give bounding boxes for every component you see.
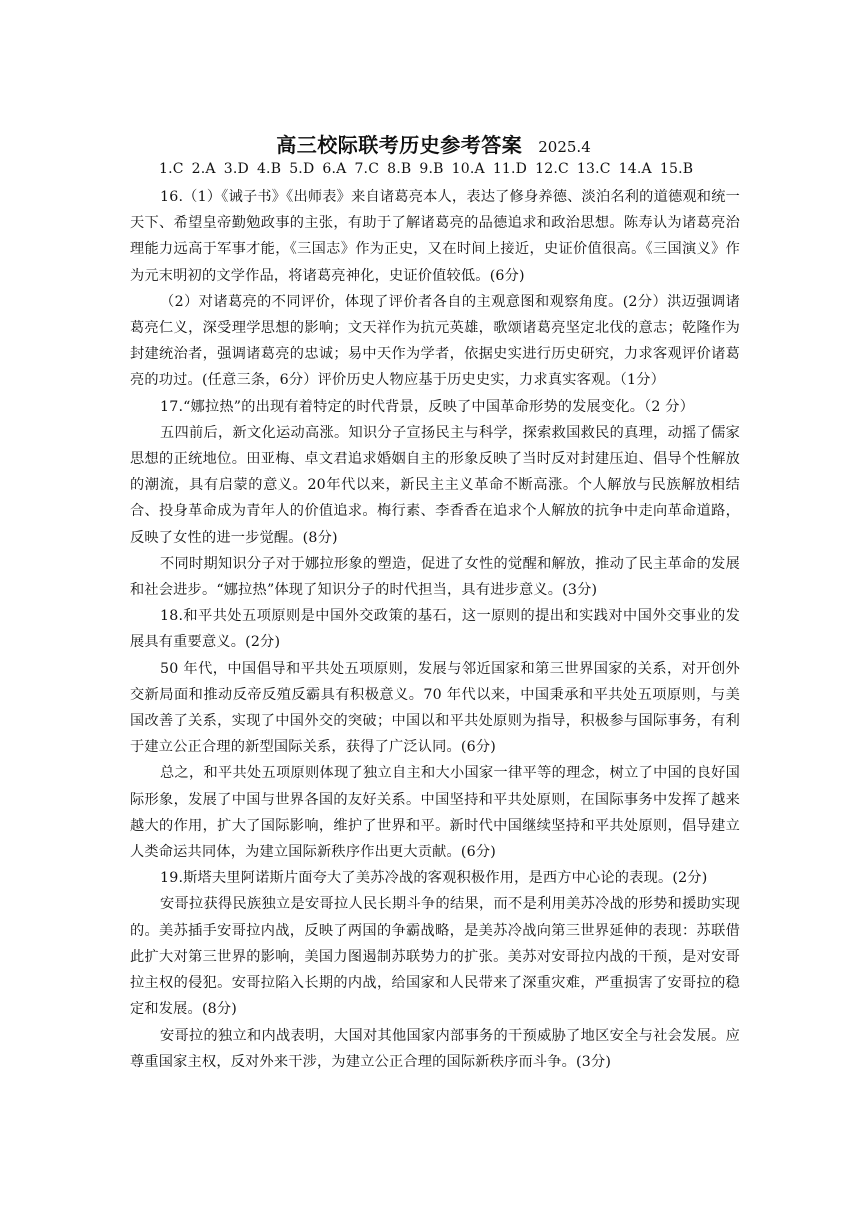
choice-answer: 11.D — [492, 161, 528, 177]
answer-paragraph-19-body: 安哥拉获得民族独立是安哥拉人民长期斗争的结果，而不是利用美苏冷战的形势和援助实现的。美苏插手安哥拉内战，反映了两国的争霸战略，是美苏冷战向第三世界延伸的表现：苏联借此扩大对第三世界的影响，美国力图遏制苏联势力的扩张。美苏对安哥拉内战的干预，是对安哥拉主权的侵犯。安哥拉陷入长期的内战，给国家和人民带来了深重灾难，严重损害了安哥拉的稳定和发展。(8分) — [130, 896, 740, 1018]
answer-paragraph-19-conclusion: 安哥拉的独立和内战表明，大国对其他国家内部事务的干预威胁了地区安全与社会发展。应尊重国家主权，反对外来干涉，为建立公正合理的国际新秩序而斗争。(3分) — [130, 1027, 740, 1070]
answer-paragraph-18-thesis: 18.和平共处五项原则是中国外交政策的基石，这一原则的提出和实践对中国外交事业的发展具有重要意义。(2分) — [130, 608, 740, 651]
answer-body — [130, 184, 740, 1075]
answer-paragraph-16-2: （2）对诸葛亮的不同评价，体现了评价者各自的主观意图和观察角度。(2分）洪迈强调诸葛亮仁义，深受理学思想的影响；文天祥作为抗元英雄，歌颂诸葛亮坚定北伐的意志；乾隆作为封建统治者，强调诸葛亮的忠诚；易中天作为学者，依据史实进行历史研究，力求客观评价诸葛亮的功过。(任意三条，6分）评价历史人物应基于历史史实，力求真实客观。（1分） — [130, 293, 740, 389]
answer-paragraph-18-body: 50 年代，中国倡导和平共处五项原则，发展与邻近国家和第三世界国家的关系，对开创外交新局面和推动反帝反殖反霸具有积极意义。70 年代以来，中国秉承和平共处五项原则，与美国改善了关系，实现了中国外交的突破；中国以和平共处原则为指导，积极参与国际事务，有利于建立公正合理的新型国际关系，获得了广泛认同。(6分) — [130, 660, 740, 756]
exam-date: 2025.4 — [538, 138, 591, 156]
choice-answer: 2.A — [191, 161, 216, 177]
answer-paragraph-19-thesis: 19.斯塔夫里阿诺斯片面夸大了美苏冷战的客观积极作用，是西方中心论的表现。(2分) — [160, 870, 708, 887]
choice-answer: 7.C — [354, 161, 380, 177]
choice-answer: 12.C — [535, 161, 569, 177]
choice-answer: 6.A — [322, 161, 347, 177]
choice-answer: 13.C — [576, 161, 611, 177]
answer-paragraph-18-conclusion: 总之，和平共处五项原则体现了独立自主和大小国家一律平等的理念，树立了中国的良好国际形象，发展了中国与世界各国的友好关系。中国坚持和平共处原则，在国际事务中发挥了越来越大的作用，扩大了国际影响，维护了世界和平。新时代中国继续坚持和平共处原则，倡导建立人类命运共同体，为建立国际新秩序作出更大贡献。(6分) — [130, 765, 740, 861]
choice-answer: 4.B — [256, 161, 282, 177]
choice-answer: 1.C — [159, 161, 184, 177]
answer-paragraph-16-1: 16.（1）《诫子书》《出师表》来自诸葛亮本人，表达了修身养德、淡泊名利的道德观和统一天下、希望皇帝勤勉政事的主张，有助于了解诸葛亮的品德追求和政治思想。陈寿认为诸葛亮治理能力远高于军事才能，《三国志》作为正史，又在时间上接近，史证价值很高。《三国演义》作为元末明初的文学作品，将诸葛亮神化，史证价值较低。(6分) — [130, 189, 740, 284]
choice-answer: 8.B — [387, 161, 412, 177]
choice-answers-row — [159, 161, 759, 177]
choice-answer: 14.A — [618, 161, 652, 177]
choice-answer: 10.A — [451, 161, 485, 177]
page-title: 高三校际联考历史参考答案 — [276, 133, 523, 157]
header — [0, 129, 867, 158]
answer-paragraph-17-body: 五四前后，新文化运动高涨。知识分子宣扬民主与科学，探索救国救民的真理，动摇了儒家思想的正统地位。田亚梅、卓文君追求婚姻自主的形象反映了当时反对封建压迫、倡导个性解放的潮流，具有启蒙的意义。20年代以来，新民主主义革命不断高涨。个人解放与民族解放相结合、投身革命成为青年人的价值追求。梅行素、李香香在追求个人解放的抗争中走向革命道路，反映了女性的进一步觉醒。(8分) — [130, 424, 740, 546]
choice-answer: 15.B — [659, 161, 694, 177]
choice-answer: 3.D — [223, 161, 249, 177]
choice-answer: 9.B — [419, 161, 444, 177]
choice-answer: 5.D — [289, 161, 315, 177]
answer-paragraph-17-thesis: 17.“娜拉热”的出现有着特定的时代背景，反映了中国革命形势的发展变化。（2 分） — [160, 398, 695, 415]
answer-paragraph-17-conclusion: 不同时期知识分子对于娜拉形象的塑造，促进了女性的觉醒和解放，推动了民主革命的发展和社会进步。“娜拉热”体现了知识分子的时代担当，具有进步意义。(3分) — [130, 555, 740, 599]
